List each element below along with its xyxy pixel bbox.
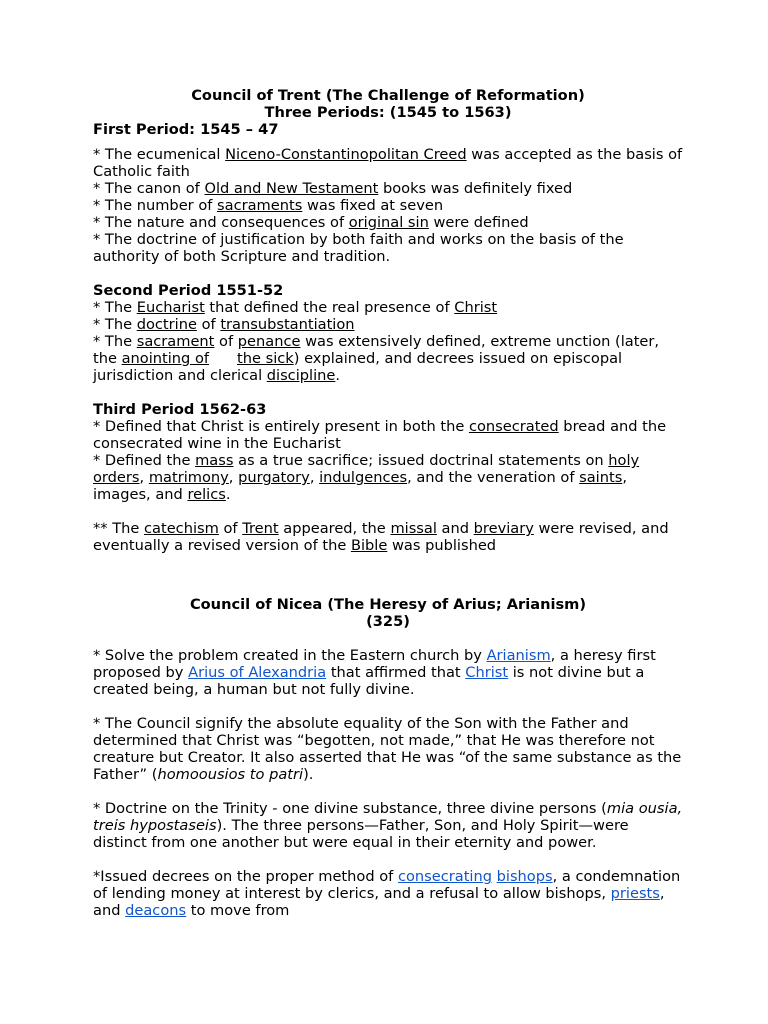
creed-term: Niceno-Constantinopolitan Creed	[225, 146, 467, 163]
first-period-heading: First Period: 1545 – 47	[93, 121, 279, 138]
transubstantiation-term: transubstantiation	[220, 316, 355, 333]
mia-ousia-term: mia ousia, treis hypostaseis	[93, 800, 683, 834]
catechism-term: catechism	[144, 520, 219, 537]
holy-orders-term: holy orders	[93, 452, 640, 486]
sp-item-eucharist: * The Eucharist that defined the real presence of Christ	[93, 299, 498, 316]
indulgences-term: indulgences	[319, 469, 408, 486]
bishops-link[interactable]: bishops	[496, 868, 553, 885]
sacraments-term: sacraments	[217, 197, 303, 214]
fp-item-justification: * The doctrine of justification by both faith and works on the basis of the authority of both Scripture and tradition.	[93, 231, 624, 265]
nicea-item-trinity: * Doctrine on the Trinity - one divine substance, three divine persons (mia ousia, treis hypostaseis). The three persons—Father, Son, and Holy Spirit—were distinct from one another but were equal in their eternity and power.	[93, 800, 683, 851]
breviary-term: breviary	[473, 520, 534, 537]
tp-item-mass: * Defined the mass as a true sacrifice; issued doctrinal statements on holy orders, matrimony, purgatory, indulgences, and the veneration of saints, images, and relics.	[93, 452, 640, 503]
fp-item-creed: * The ecumenical Niceno-Constantinopolitan Creed was accepted as the basis of Catholic faith	[93, 146, 683, 180]
fp-item-sacraments: * The number of sacraments was fixed at seven	[93, 197, 444, 214]
homoousios-term: homoousios to patri	[157, 766, 304, 783]
saints-term: saints	[579, 469, 623, 486]
trent-term: Trent	[242, 520, 279, 537]
nicea-subtitle: (325)	[366, 613, 410, 630]
discipline-term: discipline	[266, 367, 336, 384]
fp-item-canon: * The canon of Old and New Testament books was definitely fixed	[93, 180, 573, 197]
nicea-item-equality: * The Council signify the absolute equality of the Son with the Father and determined that Christ was “begotten, not made,” that He was therefore not creature but Creator. It also asserted that He was “of the same substance as the Father” (homoousios to patri).	[93, 715, 682, 783]
tp-item-presence: * Defined that Christ is entirely present in both the consecrated bread and the consecrated wine in the Eucharist	[93, 418, 667, 452]
fp-item-original-sin: * The nature and consequences of original sin were defined	[93, 214, 529, 231]
second-period-heading: Second Period 1551-52	[93, 282, 284, 299]
penance-term: penance	[237, 333, 301, 350]
sp-item-doctrine: * The doctrine of transubstantiation	[93, 316, 355, 333]
consecrated-term: consecrated	[468, 418, 559, 435]
christ-link[interactable]: Christ	[465, 664, 509, 681]
priests-link[interactable]: priests	[610, 885, 660, 902]
nicea-item-decrees: *Issued decrees on the proper method of consecrating bishops, a condemnation of lending money at interest by clerics, and a refusal to allow bishops, priests, and deacons to move from	[93, 868, 681, 919]
deacons-link[interactable]: deacons	[125, 902, 187, 919]
missal-term: missal	[390, 520, 437, 537]
christ-term: Christ	[454, 299, 498, 316]
third-period-heading: Third Period 1562-63	[93, 401, 267, 418]
nicea-title: Council of Nicea (The Heresy of Arius; Arianism)	[189, 596, 587, 613]
mass-term: mass	[195, 452, 234, 469]
testament-term: Old and New Testament	[204, 180, 379, 197]
sp-item-penance: * The sacrament of penance was extensively defined, extreme unction (later, the anointing of the sick) explained, and decrees issued on episcopal jurisdiction and clerical discipline.	[93, 333, 660, 384]
relics-term: relics	[187, 486, 226, 503]
nicea-item-arianism: * Solve the problem created in the Eastern church by Arianism, a heresy first proposed by Arius of Alexandria that affirmed that Christ is not divine but a created being, a human but not fully divine.	[93, 647, 656, 698]
arius-link[interactable]: Arius of Alexandria	[188, 664, 327, 681]
anointing-term: anointing of the sick	[121, 350, 294, 367]
tp-item-catechism: ** The catechism of Trent appeared, the missal and breviary were revised, and eventually a revised version of the Bible was published	[93, 520, 669, 554]
eucharist-term: Eucharist	[136, 299, 205, 316]
trent-title: Council of Trent (The Challenge of Reformation)	[191, 87, 585, 104]
doctrine-term: doctrine	[136, 316, 197, 333]
original-sin-term: original sin	[348, 214, 429, 231]
document-page	[93, 87, 683, 919]
matrimony-term: matrimony	[148, 469, 229, 486]
consecrating-link[interactable]: consecrating	[397, 868, 492, 885]
purgatory-term: purgatory	[238, 469, 310, 486]
sacrament-term: sacrament	[136, 333, 215, 350]
arianism-link[interactable]: Arianism	[486, 647, 551, 664]
trent-subtitle: Three Periods: (1545 to 1563)	[264, 104, 512, 121]
bible-term: Bible	[350, 537, 388, 554]
